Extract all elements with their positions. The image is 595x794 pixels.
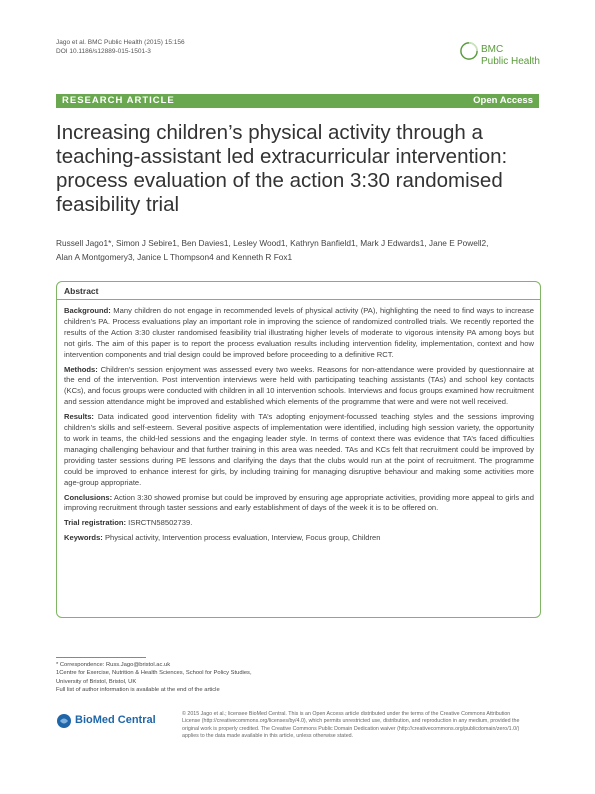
biomed-central-wordmark: BioMed Central	[75, 714, 156, 726]
open-access-label: Open Access	[473, 95, 533, 106]
abstract-results	[64, 412, 534, 488]
footnote-divider	[56, 657, 146, 658]
background-text: Many children do not engage in recommended levels of physical activity (PA), highlighting the need to find ways to increase children’s PA. Process evaluations play an important role in improving the science of randomized controlled trials. We recently reported the results of the Action 3:30 cluster randomised feasibility trial illustrating higher levels of moderate to vigorous intensity PA among boys but not girls. The aim of this paper is to report the process evaluation results including intervention fidelity, implementation, context and how intervention components and trial design could be improved before proceeding to a definitive RCT.	[64, 306, 534, 359]
article-type-banner	[56, 94, 539, 108]
methods-text: Children’s session enjoyment was assessed every two weeks. Reasons for non-attendance were provided by questionnaire at the end of the intervention. Post intervention interviews were held with participating teaching assistants (TAs) and school key contacts (KCs), and focus groups were conducted with children in all 10 intervention schools. Interviews and focus groups examined how recruitment and session attendance might be improved and established which elements of the programme that were and were not well received.	[64, 364, 534, 407]
biomed-central-logo	[56, 713, 176, 729]
abstract-methods	[64, 365, 534, 409]
abstract-body	[64, 306, 534, 548]
abstract-box	[56, 281, 541, 618]
keywords-label: Keywords:	[64, 533, 103, 543]
trial-text: ISRCTN58502739.	[126, 518, 193, 528]
methods-label: Methods:	[64, 364, 98, 374]
citation-line: Jago et al. BMC Public Health (2015) 15:156	[56, 39, 185, 46]
abstract-header	[57, 282, 540, 300]
journal-logo-line1: BMC	[481, 44, 504, 55]
bmc-logo-icon	[460, 42, 478, 60]
author-line-1: Russell Jago1*, Simon J Sebire1, Ben Davies1, Lesley Wood1, Kathryn Banfield1, Mark J Edwards1, Jane E Powell2,	[56, 238, 489, 248]
trial-label: Trial registration:	[64, 518, 127, 528]
article-title: Increasing children’s physical activity through a teaching-assistant led extracurricular intervention: process evaluation of the action 3:30 randomised feasibility trial	[56, 121, 508, 216]
affiliation-line-1: 1Centre for Exercise, Nutrition & Health Sciences, School for Policy Studies,	[56, 670, 252, 677]
abstract-keywords	[64, 533, 534, 544]
article-type: RESEARCH ARTICLE	[62, 95, 175, 106]
correspondence-line: * Correspondence: Russ.Jago@bristol.ac.uk	[56, 662, 171, 668]
abstract-trial-registration	[64, 518, 534, 529]
author-list	[56, 236, 546, 264]
author-line-2: Alan A Montgomery3, Janice L Thompson4 and Kenneth R Fox1	[56, 252, 293, 262]
keywords-text: Physical activity, Intervention process evaluation, Interview, Focus group, Children	[102, 533, 381, 543]
journal-logo-line2: Public Health	[481, 56, 540, 67]
footnotes	[56, 661, 356, 694]
conclusions-text: Action 3:30 showed promise but could be improved by ensuring age appropriate activities, providing more appeal to girls and improving recruitment through taster sessions and early establishment of days of the week it is to be offered on.	[64, 492, 534, 513]
conclusions-label: Conclusions:	[64, 492, 113, 502]
license-text: © 2015 Jago et al.; licensee BioMed Central. This is an Open Access article distributed under the terms of the Creative Commons Attribution License (http://creativecommons.org/licenses/by/4.0), which permits unrestricted use, distribution, and reproduction in any medium, provided the original work is properly credited. The Creative Commons Public Domain Dedication waiver (http://creativecommons.org/publicdomain/zero/1.0/) applies to the data made available in this article, unless otherwise stated.	[182, 711, 520, 740]
abstract-heading: Abstract	[64, 286, 99, 296]
affiliation-line-3: Full list of author information is available at the end of the article	[56, 686, 220, 693]
doi-line: DOI 10.1186/s12889-015-1501-3	[56, 48, 151, 55]
background-label: Background:	[64, 306, 111, 315]
biomed-central-icon	[56, 713, 72, 729]
results-text: Data indicated good intervention fidelity with TA’s adopting enjoyment-focussed teaching styles and the sessions improving children’s skills and self-esteem. Several positive aspects of implementation were identified, including high session variety, the opportunity to work in teams, the child-led sessions and the engaging leader style. In terms of context there was evidence that TA’s faced difficulties managing challenging behaviour and that further training in this area was needed. TAs and KCs felt that recruitment could be improved by providing taster sessions during PE lessons and clarifying the days that the clubs would run at the point of recruitment. The programme could be improved to enhance interest for girls, by including training for managing disruptive behaviour and making some activities more age-group appropriate.	[64, 412, 534, 487]
results-label: Results:	[64, 412, 94, 422]
abstract-conclusions	[64, 493, 534, 515]
affiliation-line-2: University of Bristol, Bristol, UK	[56, 678, 137, 685]
abstract-background	[64, 306, 534, 361]
